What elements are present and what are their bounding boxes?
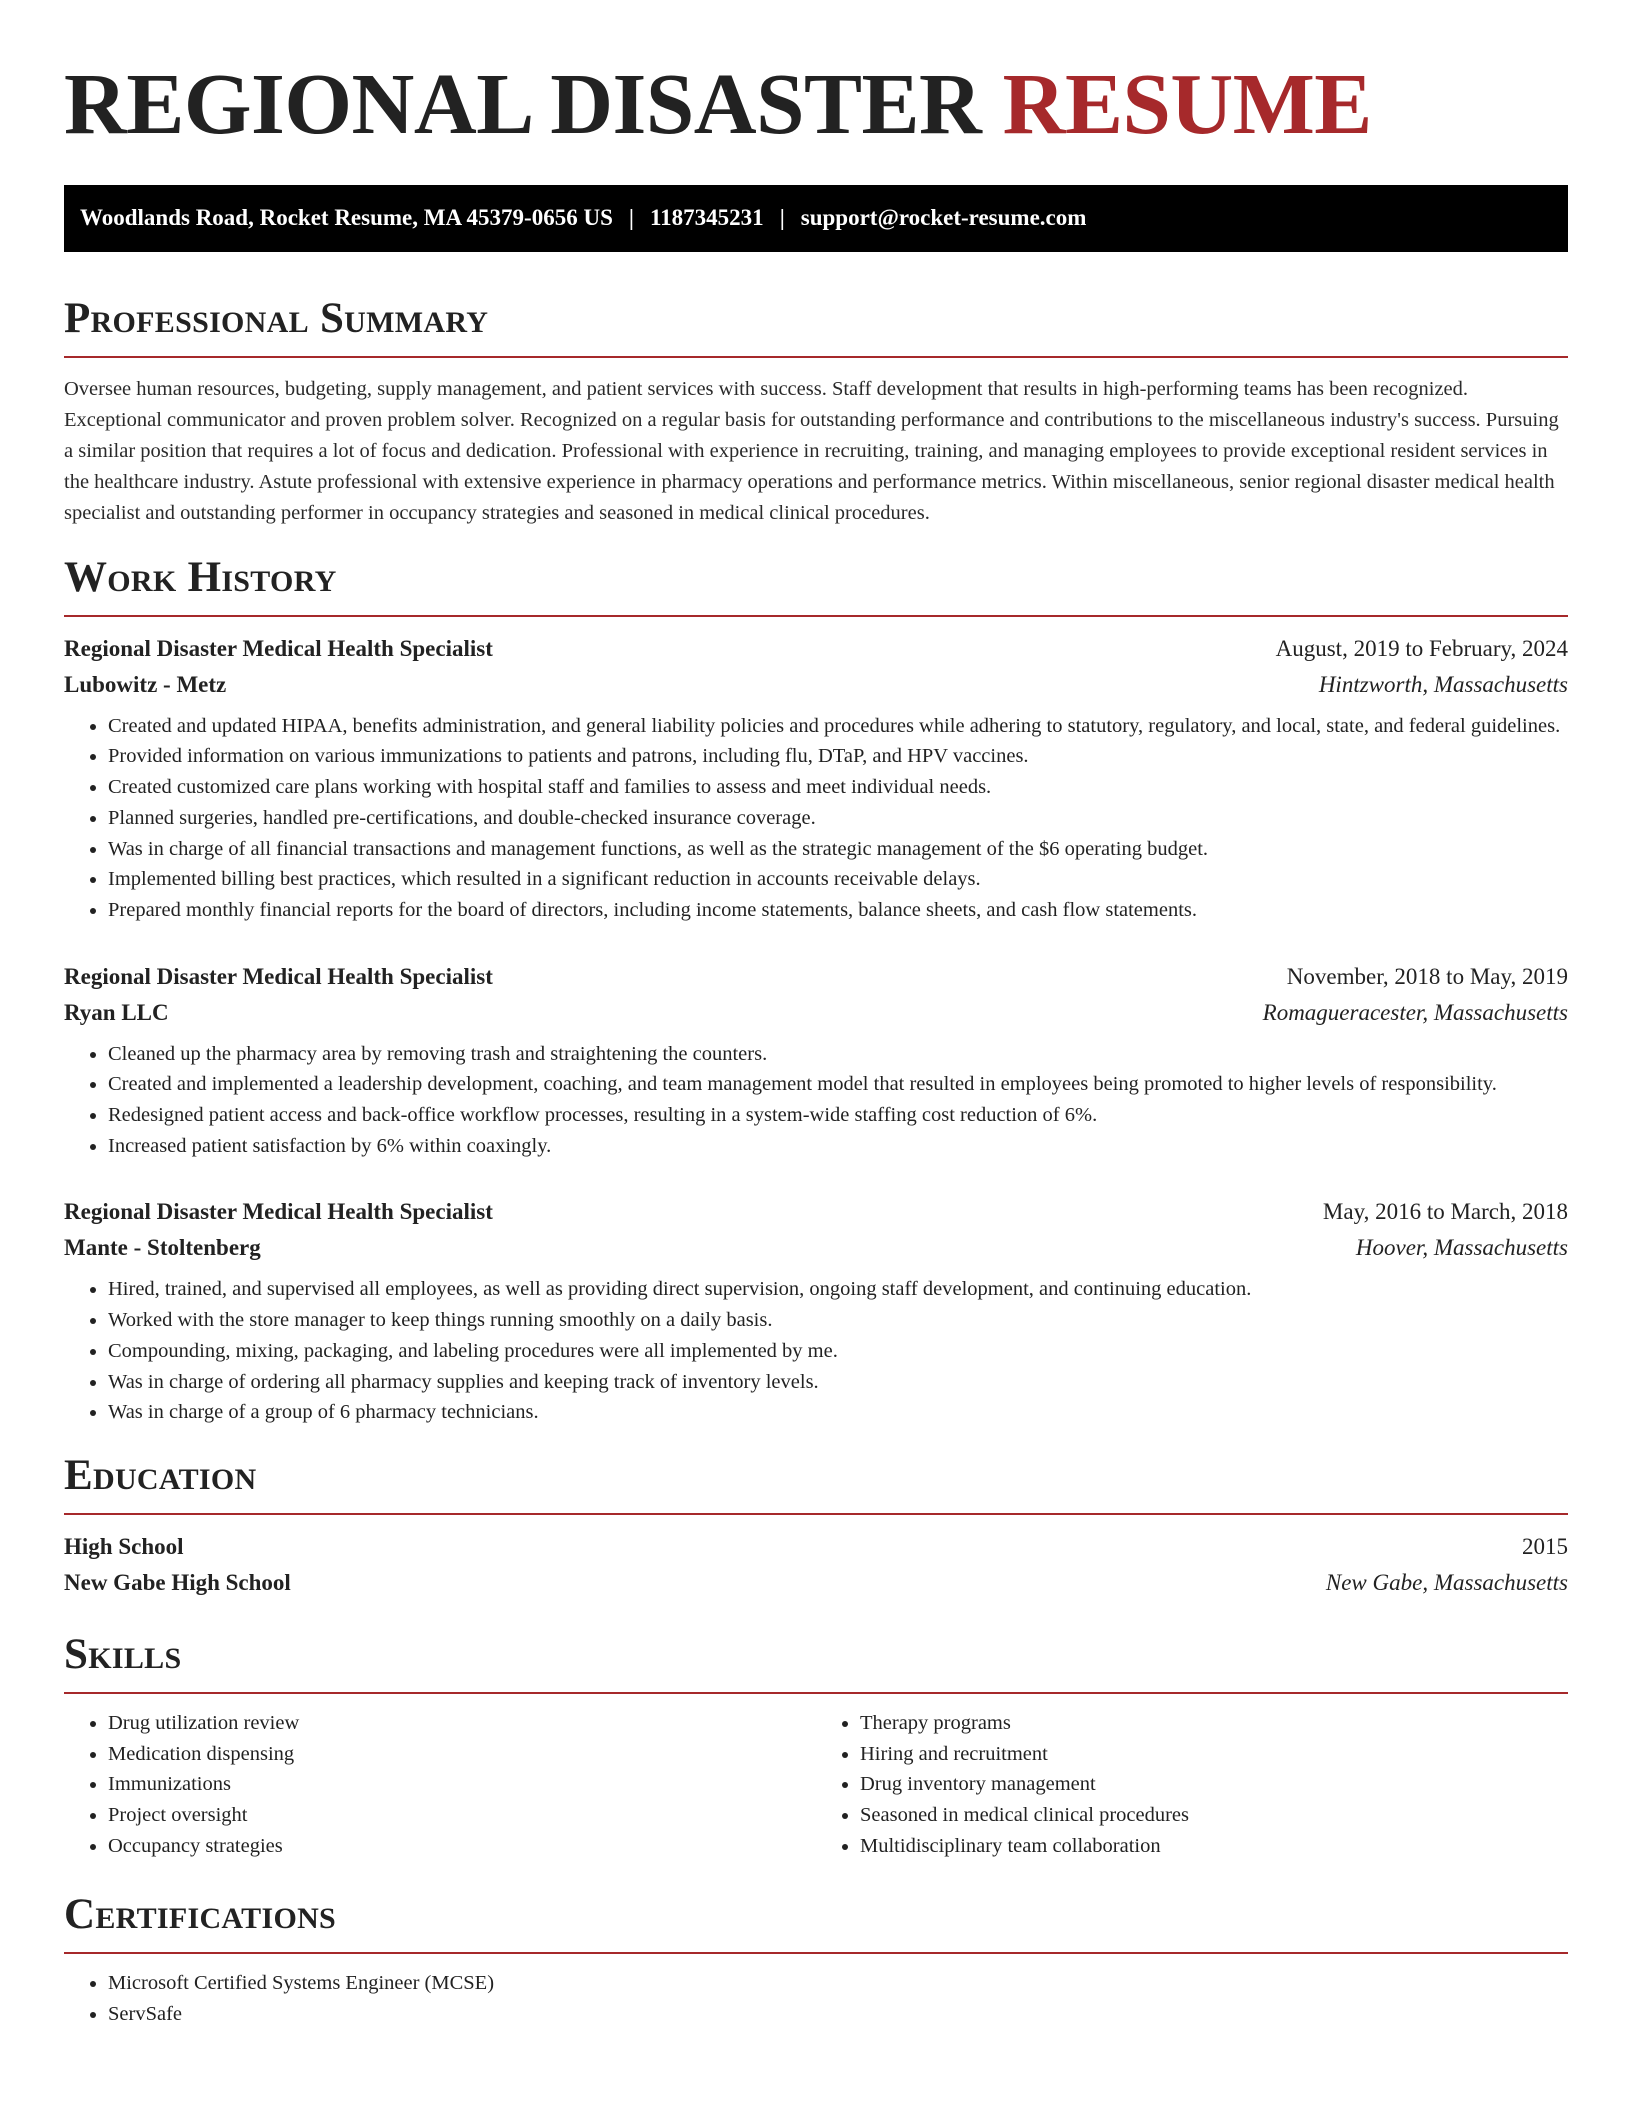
skill-item: • Seasoned in medical clinical procedures	[860, 1800, 1568, 1831]
job-company: Ryan LLC	[64, 999, 169, 1025]
education-section	[64, 1451, 1568, 1601]
skill-item: • Medication dispensing	[108, 1739, 816, 1770]
job-title: Regional Disaster Medical Health Specialist	[64, 1199, 493, 1225]
job-location: Romagueracester, Massachusetts	[1262, 999, 1568, 1025]
job-bullet: • Created customized care plans working with hospital staff and families to assess and meet individual needs.	[108, 772, 1568, 803]
skill-item: • Hiring and recruitment	[860, 1739, 1568, 1770]
summary-section	[64, 294, 1568, 529]
job-bullet: • Was in charge of a group of 6 pharmacy technicians.	[108, 1397, 1568, 1428]
job-bullet: • Was in charge of ordering all pharmacy supplies and keeping track of inventory levels.	[108, 1367, 1568, 1398]
section-heading-education: Education	[64, 1454, 1568, 1515]
job-bullet: • Planned surgeries, handled pre-certifications, and double-checked insurance coverage.	[108, 803, 1568, 834]
skill-item: • Therapy programs	[860, 1708, 1568, 1739]
job-bullet-list	[64, 711, 1568, 926]
education-year: 2015	[1522, 1533, 1568, 1559]
contact-address: Woodlands Road, Rocket Resume, MA 45379-0656 US	[80, 205, 613, 231]
skill-item: • Immunizations	[108, 1769, 816, 1800]
job-bullet: • Created and implemented a leadership development, coaching, and team management model that resulted in employees being promoted to higher levels of responsibility.	[108, 1069, 1568, 1100]
section-heading-skills: Skills	[64, 1633, 1568, 1694]
skills-columns	[64, 1694, 1568, 1862]
summary-text: Oversee human resources, budgeting, supply management, and patient services with success. Staff development that results in high-performing teams has been recognized. Exceptional communicator and proven problem solver. Recognized on a regular basis for outstanding performance and contributions to the miscellaneous industry's success. Pursuing a similar position that requires a lot of focus and dedication. Professional with experience in recruiting, training, and managing employees to provide exceptional resident services in the healthcare industry. Astute professional with extensive experience in pharmacy operations and performance metrics. Within miscellaneous, senior regional disaster medical health specialist and outstanding performer in occupancy strategies and seasoned in medical clinical procedures.	[64, 377, 1559, 524]
skill-item: • Drug inventory management	[860, 1769, 1568, 1800]
job-bullet: • Prepared monthly financial reports for the board of directors, including income statements, balance sheets, and cash flow statements.	[108, 895, 1568, 926]
section-heading-certifications: Certifications	[64, 1893, 1568, 1954]
certification-item: • Microsoft Certified Systems Engineer (MCSE)	[108, 1968, 1568, 1999]
education-location: New Gabe, Massachusetts	[1325, 1569, 1568, 1595]
job-bullet: • Hired, trained, and supervised all employees, as well as providing direct supervision, ongoing staff development, and continuing education.	[108, 1274, 1568, 1305]
contact-separator: |	[779, 205, 785, 231]
skills-list-left	[64, 1708, 816, 1862]
skill-item: • Drug utilization review	[108, 1708, 816, 1739]
skills-list-right	[816, 1708, 1568, 1862]
job-title: Regional Disaster Medical Health Specialist	[64, 635, 493, 661]
contact-separator: |	[628, 205, 634, 231]
job-bullet: • Was in charge of all financial transactions and management functions, as well as the strategic management of the $6 operating budget.	[108, 834, 1568, 865]
resume-page	[64, 0, 1568, 2030]
certification-item: • ServSafe	[108, 1999, 1568, 2030]
contact-email: support@rocket-resume.com	[800, 205, 1087, 231]
job-bullet-list	[64, 1039, 1568, 1162]
section-heading-summary: Professional Summary	[64, 297, 1568, 358]
work-history-section	[64, 553, 1568, 1428]
job-location: Hoover, Massachusetts	[1355, 1235, 1568, 1261]
certifications-section	[64, 1893, 1568, 2029]
education-school: New Gabe High School	[64, 1569, 291, 1595]
job-list	[64, 631, 1568, 1428]
job-bullet: • Cleaned up the pharmacy area by removing trash and straightening the counters.	[108, 1039, 1568, 1070]
job-bullet: • Implemented billing best practices, which resulted in a significant reduction in accounts receivable delays.	[108, 864, 1568, 895]
job-bullet: • Increased patient satisfaction by 6% within coaxingly.	[108, 1131, 1568, 1162]
certifications-list	[64, 1968, 1568, 2029]
job-dates: May, 2016 to March, 2018	[1322, 1199, 1568, 1225]
skill-item: • Project oversight	[108, 1800, 816, 1831]
skill-item: • Multidisciplinary team collaboration	[860, 1831, 1568, 1862]
job-bullet: • Compounding, mixing, packaging, and labeling procedures were all implemented by me.	[108, 1336, 1568, 1367]
job-entry	[64, 631, 1568, 926]
job-entry	[64, 1194, 1568, 1428]
job-bullet: • Redesigned patient access and back-office workflow processes, resulting in a system-wide staffing cost reduction of 6%.	[108, 1100, 1568, 1131]
section-heading-work-history: Work History	[64, 556, 1568, 617]
education-entry	[64, 1529, 1568, 1601]
education-degree: High School	[64, 1533, 184, 1559]
job-bullet: • Provided information on various immunizations to patients and patrons, including flu, DTaP, and HPV vaccines.	[108, 741, 1568, 772]
contact-phone: 1187345231	[649, 205, 764, 231]
job-company: Mante - Stoltenberg	[64, 1235, 261, 1261]
job-bullet-list	[64, 1274, 1568, 1428]
job-title: Regional Disaster Medical Health Specialist	[64, 963, 493, 989]
job-entry	[64, 959, 1568, 1162]
job-bullet: • Created and updated HIPAA, benefits administration, and general liability policies and procedures while adhering to statutory, regulatory, and local, state, and federal guidelines.	[108, 711, 1568, 742]
title-accent: RESUME	[1002, 55, 1372, 152]
skills-section	[64, 1630, 1568, 1862]
title-main: REGIONAL DISASTER	[64, 55, 982, 152]
job-bullet: • Worked with the store manager to keep things running smoothly on a daily basis.	[108, 1305, 1568, 1336]
contact-bar	[64, 185, 1568, 252]
job-dates: November, 2018 to May, 2019	[1286, 963, 1568, 989]
job-dates: August, 2019 to February, 2024	[1275, 635, 1568, 661]
job-company: Lubowitz - Metz	[64, 671, 227, 697]
job-location: Hintzworth, Massachusetts	[1318, 671, 1568, 697]
skill-item: • Occupancy strategies	[108, 1831, 816, 1862]
resume-title	[64, 56, 1568, 152]
